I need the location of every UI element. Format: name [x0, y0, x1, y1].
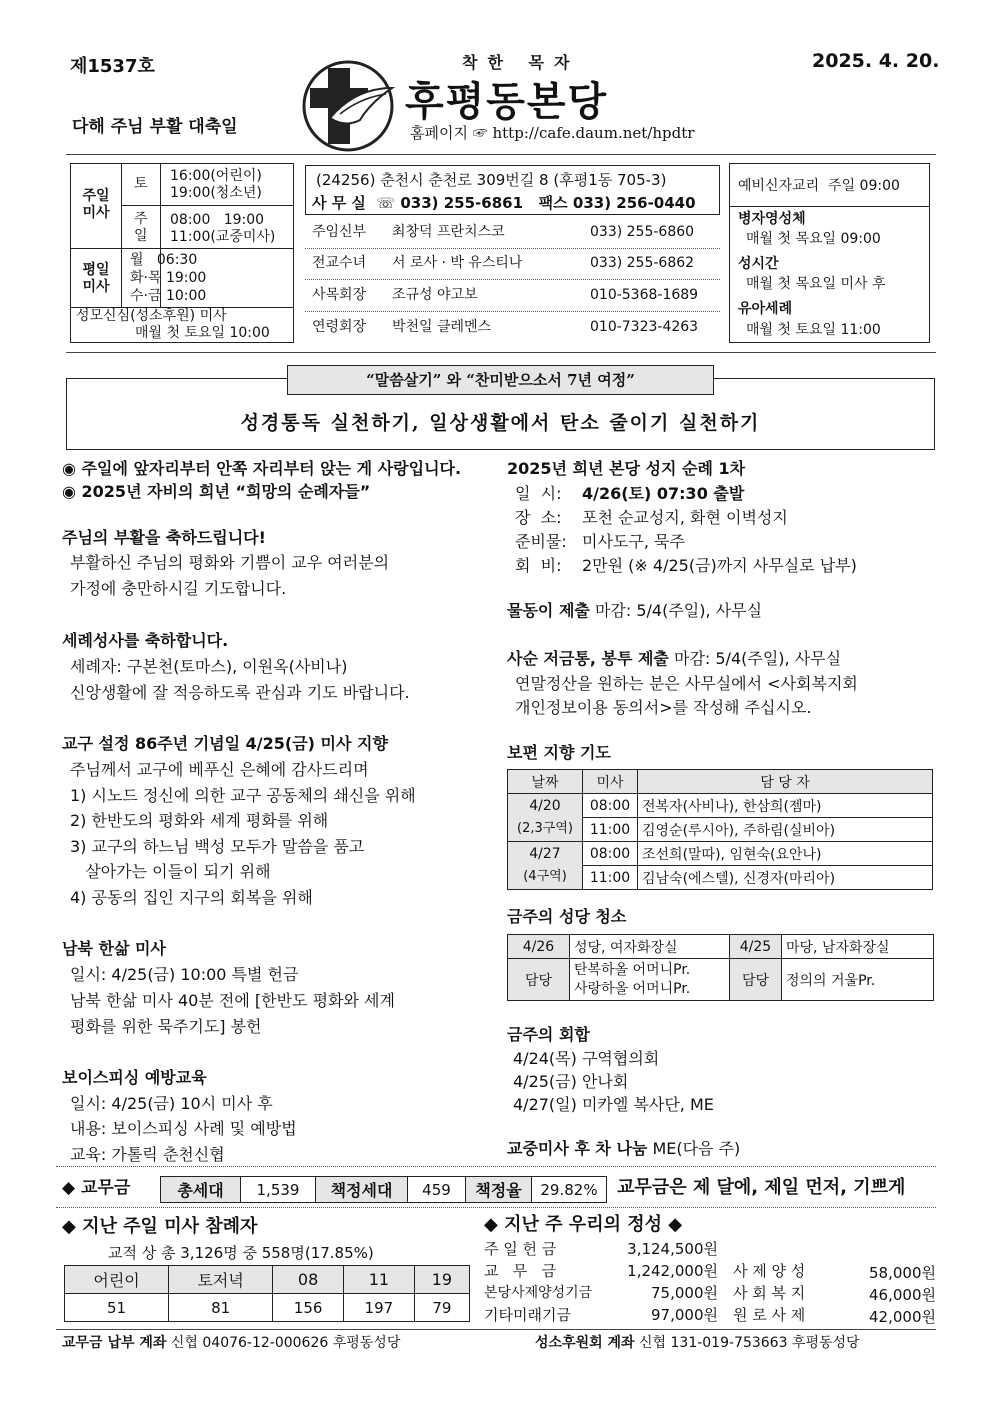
water-jar-notice [507, 600, 762, 622]
dues-account-label: 교무금 납부 계좌 [62, 1335, 167, 1351]
prayer-title: 보편 지향 기도 [507, 743, 611, 762]
lent-line-1: 연말정산을 원하는 분은 사무실에서 <사회복지회 [515, 674, 858, 693]
attendance-header: 08 [273, 1266, 344, 1294]
staff-name-1: 최창덕 프란치스코 [392, 224, 505, 240]
easter-title: 주님의 부활을 축하드립니다! [62, 528, 266, 547]
tea-notice [507, 1138, 740, 1160]
baptism-line-2: 신앙생활에 잘 적응하도록 관심과 기도 바랍니다. [70, 683, 410, 702]
pilgrimage-value-4: 2만원 (※ 4/25(금)까지 사무실로 납부) [582, 556, 857, 575]
cleaning-label-2: 담당 [730, 959, 782, 1001]
prayer-names: 김영순(루시아), 주하림(실비아) [638, 818, 933, 842]
cleaning-date-1: 4/26 [508, 935, 570, 959]
prayer-names: 전복자(사비나), 한삼희(젬마) [638, 794, 933, 818]
cleaning-group-1 [570, 959, 730, 1001]
pilgrimage-value-2: 포천 순교성지, 화현 이벽성지 [582, 508, 788, 527]
notice-jubilee: ◉ 2025년 자비의 희년 “희망의 순례자들” [62, 482, 371, 501]
diocese-line-1: 주님께서 교구에 베푸신 은혜에 감사드리며 [70, 760, 369, 779]
staff-phone-1: 033) 255-6860 [590, 224, 695, 240]
prayer-time: 08:00 [583, 842, 638, 866]
pilgrimage-value-1: 4/26(토) 07:30 출발 [582, 484, 745, 503]
meeting-item-3: 4/27(일) 미카엘 복사단, ME [513, 1095, 714, 1114]
attendance-header: 어린이 [65, 1266, 169, 1294]
homepage-link[interactable]: 홈페이지 ☞ http://cafe.daum.net/hpdtr [410, 124, 695, 142]
prayer-time: 11:00 [583, 866, 638, 890]
sunday-mass-label: 주일 미사 [82, 188, 110, 221]
prayer-time: 11:00 [583, 818, 638, 842]
staff-name-2: 서 로사 · 박 유스티나 [392, 255, 523, 271]
diocese-line-4: 3) 교구의 하느님 백성 모두가 말씀을 품고 [70, 837, 365, 856]
staff-phone-3: 010-5368-1689 [590, 287, 699, 303]
staff-role-1: 주임신부 [312, 224, 367, 240]
lent-box-title: 사순 저금통, 봉투 제출 [507, 649, 669, 668]
theme-tag: “말씀살기” 와 “찬미받으소서 7년 여정” [287, 365, 714, 395]
dues-account: 신협 04076-12-000626 후평동성당 [170, 1335, 401, 1351]
meeting-title: 금주의 회합 [507, 1025, 590, 1044]
dues-assigned-label: 책정세대 [316, 1177, 408, 1203]
offering-key: 사 회 복 지 [733, 1284, 806, 1302]
offering-key: 주 일 헌 금 [484, 1240, 557, 1258]
water-jar-title: 물동이 제출 [507, 601, 590, 620]
pilgrimage-key-4: 회 비: [515, 556, 562, 575]
dues-rate-value: 29.82% [532, 1177, 607, 1203]
dues-account-line [62, 1332, 400, 1354]
cleaning-label-1: 담당 [508, 959, 570, 1001]
phishing-line-1: 일시: 4/25(금) 10시 미사 후 [70, 1094, 273, 1113]
prayer-names: 김남숙(에스텔), 신경자(마리아) [638, 866, 933, 890]
prayer-header-date: 날짜 [508, 770, 583, 794]
prayer-group: (4구역) [523, 869, 567, 884]
cleaning-place-2: 마당, 남자화장실 [782, 935, 934, 959]
parish-logo-icon [300, 58, 396, 154]
parish-slogan: 착한 목자 [462, 53, 580, 72]
vocation-account-label: 성소후원회 계좌 [535, 1335, 635, 1351]
prayer-header-mass: 미사 [583, 770, 638, 794]
offering-key: 원 로 사 제 [733, 1306, 806, 1324]
sunday-time-1: 08:00 19:00 [170, 212, 265, 228]
attendance-value: 51 [65, 1294, 169, 1322]
catechumen-class: 예비신자교리 주일 09:00 [738, 178, 900, 194]
attendance-header: 토저녁 [169, 1266, 273, 1294]
weekday-mass-label: 평일 미사 [82, 262, 110, 295]
offering-title: ◆ 지난 주 우리의 정성 ◆ [484, 1214, 683, 1235]
cleaning-praesidium: 사랑하올 어머니Pr. [574, 980, 691, 997]
attendance-value: 79 [414, 1294, 469, 1322]
vocation-account: 신협 131-019-753663 후평동성당 [639, 1335, 860, 1351]
sunday-time-2: 11:00(교중미사) [170, 229, 276, 245]
cleaning-place-1: 성당, 여자화장실 [570, 935, 730, 959]
diocese-line-6: 4) 공동의 집인 지구의 회복을 위해 [70, 888, 313, 907]
pilgrimage-title: 2025년 희년 본당 성지 순례 1차 [507, 459, 746, 478]
dues-table [160, 1176, 607, 1203]
attendance-title: ◆ 지난 주일 미사 참례자 [62, 1216, 258, 1237]
prayer-group: (2,3구역) [517, 821, 573, 836]
notice-seating: ◉ 주일에 앞자리부터 안쪽 자리부터 앉는 게 사랑입니다. [62, 459, 462, 478]
cleaning-title: 금주의 성당 청소 [507, 907, 627, 926]
cleaning-table [507, 934, 934, 1001]
infant-baptism-title: 유아세례 [738, 301, 793, 317]
offering-value: 46,000원 [869, 1286, 936, 1304]
sunday-label: 주 일 [134, 211, 148, 244]
staff-role-4: 연령회장 [312, 319, 367, 335]
staff-role-2: 전교수녀 [312, 255, 367, 271]
pilgrimage-key-2: 장 소: [515, 508, 562, 527]
tea-title: 교중미사 후 차 나눔 [507, 1139, 648, 1158]
lent-box-deadline: 마감: 5/4(주일), 사무실 [668, 649, 842, 668]
pilgrimage-key-3: 준비물: [515, 532, 567, 551]
weekday-time-1: 월 06:30 [130, 252, 198, 268]
offering-value: 42,000원 [869, 1308, 936, 1326]
saturday-time-2: 19:00(청소년) [170, 185, 262, 201]
staff-name-4: 박천일 클레멘스 [392, 319, 492, 335]
unity-line-3: 평화를 위한 묵주기도] 봉헌 [70, 1017, 262, 1036]
prayer-names: 조선희(말따), 임현숙(요안나) [638, 842, 933, 866]
sick-communion-title: 병자영성체 [738, 211, 806, 227]
issue-date: 2025. 4. 20. [812, 50, 940, 72]
pilgrimage-value-3: 미사도구, 묵주 [582, 532, 685, 551]
offering-value: 58,000원 [869, 1264, 936, 1282]
tea-detail: ME(다음 주) [647, 1139, 741, 1158]
easter-line-2: 가정에 충만하시길 기도합니다. [70, 579, 287, 598]
lent-line-2: 개인정보이용 동의서>를 작성해 주십시오. [515, 698, 812, 717]
cleaning-date-2: 4/25 [730, 935, 782, 959]
attendance-summary: 교적 상 총 3,126명 중 558명(17.85%) [108, 1244, 374, 1262]
attendance-value: 156 [273, 1294, 344, 1322]
attendance-header: 11 [343, 1266, 414, 1294]
prayer-date-cell [508, 794, 583, 842]
unity-line-1: 일시: 4/25(금) 10:00 특별 헌금 [70, 965, 299, 984]
phishing-line-3: 교육: 가톨릭 춘천신협 [70, 1145, 225, 1164]
infant-baptism-time: 매월 첫 토요일 11:00 [746, 322, 881, 338]
adoration-title: 성시간 [738, 256, 779, 272]
offering-value: 75,000원 [651, 1284, 718, 1302]
baptism-line-1: 세례자: 구본천(토마스), 이원옥(사비나) [70, 657, 348, 676]
offering-value: 97,000원 [651, 1306, 718, 1324]
staff-phone-4: 010-7323-4263 [590, 319, 699, 335]
offering-key: 본당사제양성기금 [484, 1285, 593, 1301]
dues-slogan: 교무금은 제 달에, 제일 먼저, 기쁘게 [617, 1177, 906, 1198]
attendance-value: 81 [169, 1294, 273, 1322]
unity-mass-title: 남북 한삶 미사 [62, 939, 166, 958]
marian-mass-time: 매월 첫 토요일 10:00 [135, 325, 270, 341]
phishing-title: 보이스피싱 예방교육 [62, 1068, 207, 1087]
theme-text: 성경통독 실천하기, 일상생활에서 탄소 줄이기 실천하기 [240, 412, 761, 434]
pilgrimage-key-1: 일 시: [515, 484, 562, 503]
prayer-date: 4/27 [529, 846, 561, 862]
cleaning-praesidium: 탄복하올 어머니Pr. [574, 961, 691, 978]
sick-communion-time: 매월 첫 목요일 09:00 [746, 231, 881, 247]
feast-title: 다해 주님 부활 대축일 [72, 117, 238, 137]
issue-number: 제1537호 [70, 56, 155, 77]
diocese-line-5: 살아가는 이들이 되기 위해 [70, 862, 271, 881]
prayer-table [507, 769, 933, 890]
baptism-title: 세례성사를 축하합니다. [62, 631, 229, 650]
attendance-value: 197 [343, 1294, 414, 1322]
attendance-header: 19 [414, 1266, 469, 1294]
phishing-line-2: 내용: 보이스피싱 사례 및 예방법 [70, 1119, 297, 1138]
weekday-time-3: 수·금 10:00 [130, 288, 207, 304]
prayer-date: 4/20 [529, 798, 561, 814]
office-address: (24256) 춘천시 춘천로 309번길 8 (후평1동 705-3) [316, 171, 667, 189]
vocation-account-line [535, 1332, 860, 1354]
marian-mass-title: 성모신심(성소후원) 미사 [76, 308, 227, 324]
offering-key: 기타미래기금 [484, 1306, 571, 1324]
attendance-table [64, 1265, 470, 1322]
staff-role-3: 사목회장 [312, 287, 367, 303]
dues-total-label: 총세대 [161, 1177, 241, 1203]
dues-assigned-value: 459 [408, 1177, 466, 1203]
dues-total-value: 1,539 [241, 1177, 316, 1203]
office-phone: 사 무 실 ☏ 033) 255-6861 팩스 033) 256-0440 [312, 194, 696, 212]
cleaning-praesidium-2: 정의의 거울Pr. [782, 959, 934, 1001]
lent-box-notice [507, 648, 841, 670]
prayer-date-cell [508, 842, 583, 890]
dues-rate-label: 책정율 [466, 1177, 532, 1203]
staff-name-3: 조규성 야고보 [392, 287, 478, 303]
saturday-label: 토 [134, 176, 148, 192]
water-jar-deadline: 마감: 5/4(주일), 사무실 [589, 601, 763, 620]
diocese-title: 교구 설정 86주년 기념일 4/25(금) 미사 지향 [62, 734, 388, 753]
diocese-line-3: 2) 한반도의 평화와 세계 평화를 위해 [70, 811, 329, 830]
offering-value: 1,242,000원 [627, 1262, 718, 1280]
dues-label: ◆ 교무금 [62, 1178, 131, 1198]
offering-key: 교 무 금 [484, 1262, 557, 1280]
diocese-line-2: 1) 시노드 정신에 의한 교구 공동체의 쇄신을 위해 [70, 786, 416, 805]
prayer-header-person: 담 당 자 [638, 770, 933, 794]
meeting-item-1: 4/24(목) 구역협의회 [513, 1049, 660, 1068]
easter-line-1: 부활하신 주님의 평화와 기쁨이 교우 여러분의 [70, 553, 390, 572]
prayer-time: 08:00 [583, 794, 638, 818]
offering-key: 사 제 양 성 [733, 1262, 806, 1280]
weekday-time-2: 화·목 19:00 [130, 270, 207, 286]
saturday-time-1: 16:00(어린이) [170, 168, 262, 184]
adoration-time: 매월 첫 목요일 미사 후 [746, 276, 886, 292]
unity-line-2: 남북 한삶 미사 40분 전에 [한반도 평화와 세계 [70, 991, 395, 1010]
offering-value: 3,124,500원 [627, 1240, 718, 1258]
meeting-item-2: 4/25(금) 안나회 [513, 1072, 629, 1091]
staff-phone-2: 033) 255-6862 [590, 255, 695, 271]
parish-name: 후평동본당 [405, 78, 609, 125]
